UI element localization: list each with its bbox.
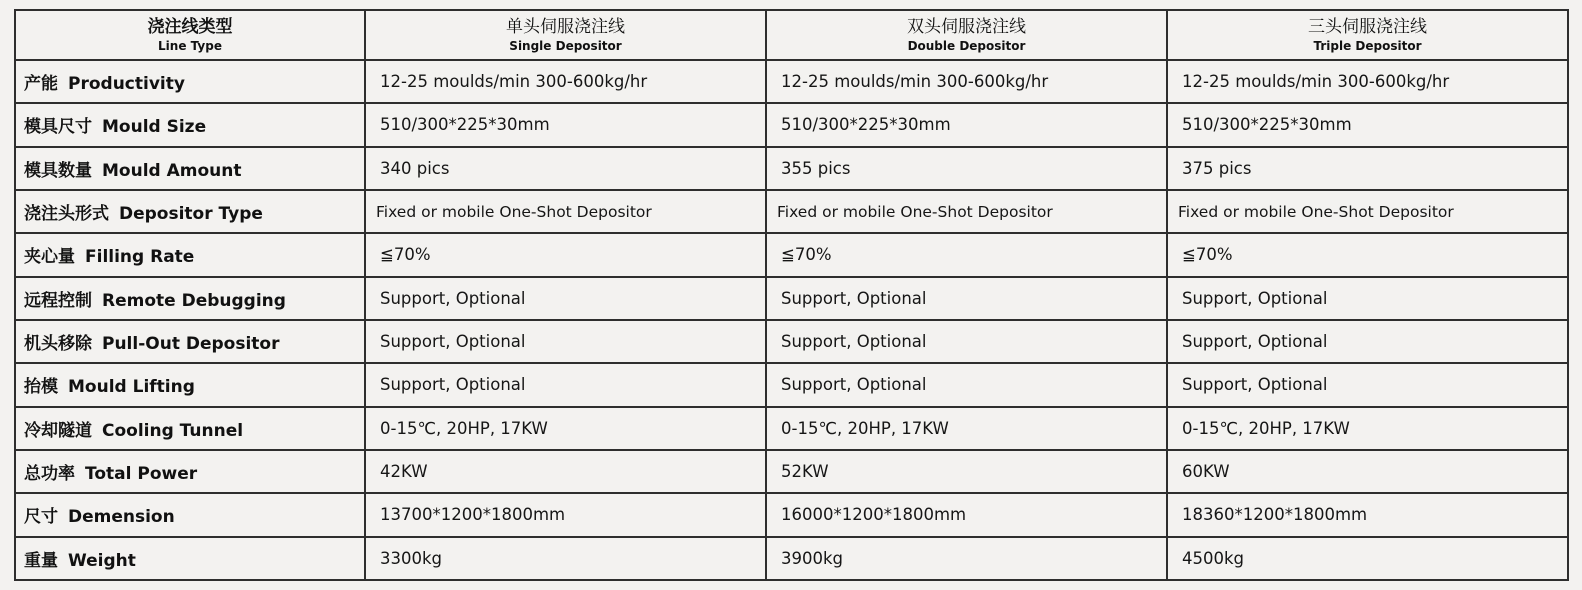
- row-label: [15, 537, 365, 580]
- value-cell: 375 pics: [1167, 147, 1568, 190]
- row-label-zh: 远程控制: [24, 290, 92, 311]
- value-cell: 52KW: [766, 450, 1167, 493]
- header-en: Double Depositor: [907, 39, 1026, 53]
- row-label: [15, 103, 365, 146]
- value-cell: 18360*1200*1800mm: [1167, 493, 1568, 536]
- row-label: [15, 233, 365, 276]
- row-label-en: Filling Rate: [85, 247, 195, 268]
- value-cell: 510/300*225*30mm: [1167, 103, 1568, 146]
- row-label-en: Mould Lifting: [68, 377, 195, 398]
- value-cell: Support, Optional: [766, 320, 1167, 363]
- row-label-zh: 模具尺寸: [24, 117, 92, 138]
- value-cell: 0-15℃, 20HP, 17KW: [766, 407, 1167, 450]
- value-cell: ≦70%: [766, 233, 1167, 276]
- row-label-en: Cooling Tunnel: [102, 420, 244, 441]
- table-row: [15, 60, 1568, 103]
- row-label-en: Mould Size: [102, 117, 207, 138]
- row-label-en: Remote Debugging: [102, 290, 286, 311]
- header-en: Line Type: [158, 39, 222, 53]
- row-label: [15, 320, 365, 363]
- row-label: [15, 450, 365, 493]
- header-en: Single Depositor: [509, 39, 622, 53]
- value-cell: Fixed or mobile One-Shot Depositor: [365, 190, 766, 233]
- header-zh: 单头伺服浇注线: [506, 17, 625, 37]
- value-cell: 0-15℃, 20HP, 17KW: [365, 407, 766, 450]
- row-label-en: Mould Amount: [102, 160, 242, 181]
- value-cell: 355 pics: [766, 147, 1167, 190]
- table-row: [15, 407, 1568, 450]
- table-row: [15, 103, 1568, 146]
- row-label: [15, 493, 365, 536]
- value-cell: 510/300*225*30mm: [766, 103, 1167, 146]
- table-row: [15, 190, 1568, 233]
- row-label-zh: 尺寸: [24, 507, 58, 528]
- value-cell: Support, Optional: [766, 277, 1167, 320]
- value-cell: 13700*1200*1800mm: [365, 493, 766, 536]
- value-cell: 12-25 moulds/min 300-600kg/hr: [766, 60, 1167, 103]
- value-cell: Support, Optional: [365, 363, 766, 406]
- header-en: Triple Depositor: [1313, 39, 1422, 53]
- row-label: [15, 407, 365, 450]
- row-label-zh: 总功率: [24, 464, 75, 485]
- row-label-en: Weight: [68, 550, 136, 571]
- row-label: [15, 147, 365, 190]
- row-label-zh: 机头移除: [24, 334, 92, 355]
- value-cell: 60KW: [1167, 450, 1568, 493]
- header-zh: 浇注线类型: [147, 17, 233, 37]
- value-cell: Support, Optional: [766, 363, 1167, 406]
- value-cell: 0-15℃, 20HP, 17KW: [1167, 407, 1568, 450]
- value-cell: Support, Optional: [1167, 363, 1568, 406]
- table-row: [15, 277, 1568, 320]
- row-label-zh: 夹心量: [24, 247, 75, 268]
- value-cell: Fixed or mobile One-Shot Depositor: [1167, 190, 1568, 233]
- row-label-en: Depositor Type: [119, 204, 263, 225]
- row-label: [15, 190, 365, 233]
- row-label: [15, 363, 365, 406]
- value-cell: Support, Optional: [1167, 320, 1568, 363]
- row-label-zh: 重量: [24, 550, 58, 571]
- table-row: [15, 450, 1568, 493]
- value-cell: 510/300*225*30mm: [365, 103, 766, 146]
- row-label-en: Pull-Out Depositor: [102, 334, 280, 355]
- row-label-en: Productivity: [68, 74, 185, 95]
- value-cell: ≦70%: [1167, 233, 1568, 276]
- row-label-zh: 产能: [24, 74, 58, 95]
- header-triple-depositor: [1167, 10, 1568, 60]
- row-label-zh: 浇注头形式: [24, 204, 109, 225]
- table-row: [15, 493, 1568, 536]
- header-single-depositor: [365, 10, 766, 60]
- row-label-en: Demension: [68, 507, 175, 528]
- value-cell: 42KW: [365, 450, 766, 493]
- value-cell: 12-25 moulds/min 300-600kg/hr: [365, 60, 766, 103]
- table-row: [15, 147, 1568, 190]
- header-zh: 三头伺服浇注线: [1308, 17, 1427, 37]
- value-cell: Support, Optional: [365, 320, 766, 363]
- row-label-zh: 抬模: [24, 377, 58, 398]
- row-label: [15, 60, 365, 103]
- header-double-depositor: [766, 10, 1167, 60]
- value-cell: ≦70%: [365, 233, 766, 276]
- value-cell: 4500kg: [1167, 537, 1568, 580]
- spec-table: [14, 9, 1569, 581]
- value-cell: Support, Optional: [1167, 277, 1568, 320]
- row-label-zh: 冷却隧道: [24, 420, 92, 441]
- header-row: [15, 10, 1568, 60]
- row-label-zh: 模具数量: [24, 160, 92, 181]
- value-cell: Fixed or mobile One-Shot Depositor: [766, 190, 1167, 233]
- header-zh: 双头伺服浇注线: [907, 17, 1026, 37]
- value-cell: 16000*1200*1800mm: [766, 493, 1167, 536]
- value-cell: Support, Optional: [365, 277, 766, 320]
- value-cell: 340 pics: [365, 147, 766, 190]
- value-cell: 3900kg: [766, 537, 1167, 580]
- row-label-en: Total Power: [85, 464, 198, 485]
- table-row: [15, 363, 1568, 406]
- value-cell: 12-25 moulds/min 300-600kg/hr: [1167, 60, 1568, 103]
- header-line-type: [15, 10, 365, 60]
- table-row: [15, 320, 1568, 363]
- value-cell: 3300kg: [365, 537, 766, 580]
- table-row: [15, 537, 1568, 580]
- row-label: [15, 277, 365, 320]
- table-row: [15, 233, 1568, 276]
